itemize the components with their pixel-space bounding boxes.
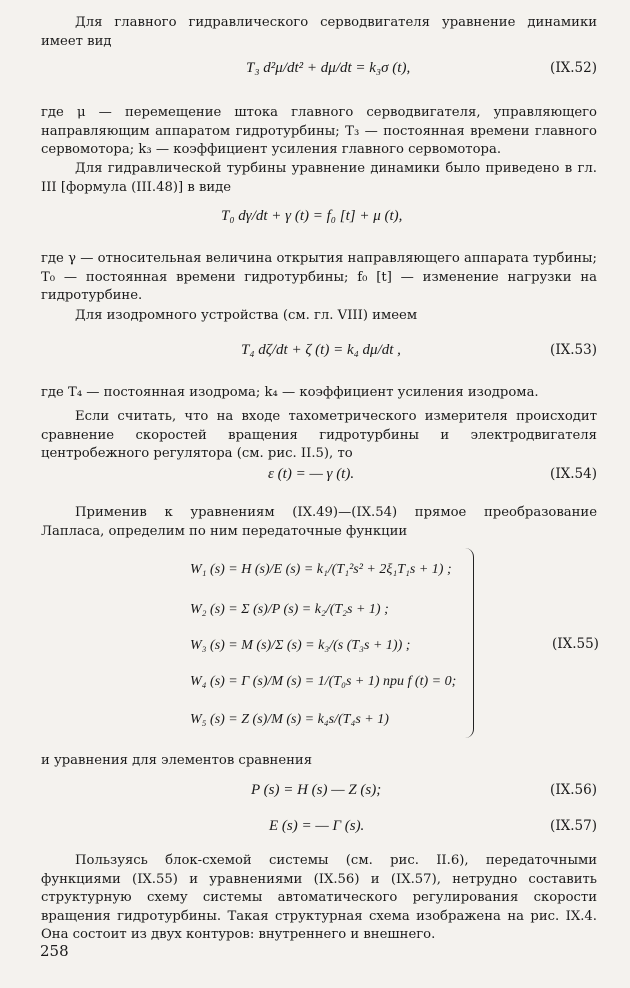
equation-ix57 — [41, 818, 597, 844]
paragraph-isodrome-intro: Для изодромного устройства (см. гл. VIII) имеем — [75, 308, 418, 323]
paragraph-structure-scheme: Пользуясь блок-схемой системы (см. рис. II.6), передаточными функциями (IX.55) и уравнениями (IX.56) и (IX.57), нетрудно составить структурную схему системы автоматического регулирования скорости вращения гидротурбины. Такая структурная схема изображена на рис. IX.4. Она состоит из двух контуров: внутреннего и внешнего. — [41, 853, 597, 943]
equation-ix56 — [41, 782, 597, 808]
equation-ix54 — [41, 466, 597, 492]
paragraph-comparison-elements: и уравнения для элементов сравнения — [41, 753, 313, 768]
paragraph-comparison: Если считать, что на входе тахометрического измерителя происходит сравнение скоростей вращения гидротурбины и электродвигателя центробежного регулятора (см. рис. II.5), то — [41, 409, 597, 462]
paragraph-laplace: Применив к уравнениям (IX.49)—(IX.54) прямое преобразование Лапласа, определим по ним передаточные функции — [41, 505, 597, 539]
paragraph-turbine-definitions: где γ — относительная величина открытия направляющего аппарата турбины; T₀ — постоянная времени гидротурбины; f₀ [t] — изменение нагрузки на гидротурбине. — [41, 251, 597, 304]
paragraph-isodrome-definitions: где T₄ — постоянная изодрома; k₄ — коэффициент усиления изодрома. — [41, 385, 539, 400]
transfer-function-w5: W₅ (s) = Z (s)/M (s) = k₄s/(T₄s + 1) — [190, 712, 389, 727]
equation-ix52-formula: T₃ d²μ/dt² + dμ/dt = k₃σ (t), — [246, 60, 411, 76]
paragraph-servo-definitions: где μ — перемещение штока главного серводвигателя, управляющего направляющим аппаратом гидротурбины; T₃ — постоянная времени главного сервомотора; k₃ — коэффициент усиления главного сервомотора. — [41, 105, 597, 158]
equation-ix52-number: (IX.52) — [550, 60, 597, 76]
equation-ix53 — [41, 342, 597, 368]
equation-turbine — [41, 208, 597, 234]
transfer-function-w4: W₄ (s) = Γ (s)/M (s) = 1/(T₀s + 1) при f (t) = 0; — [190, 674, 457, 689]
equation-ix56-formula: P (s) = H (s) — Z (s); — [251, 782, 382, 798]
page-number: 258 — [40, 942, 69, 960]
equation-turbine-formula: T₀ dγ/dt + γ (t) = f₀ [t] + μ (t), — [221, 208, 403, 224]
equation-ix52 — [41, 60, 597, 86]
equation-ix56-number: (IX.56) — [550, 782, 597, 798]
equation-ix57-number: (IX.57) — [550, 818, 597, 834]
equation-ix54-number: (IX.54) — [550, 466, 597, 482]
transfer-function-w1: W₁ (s) = H (s)/E (s) = k₁/(T₁²s² + 2ξ₁T₁s + 1) ; — [190, 562, 452, 577]
transfer-function-w2: W₂ (s) = Σ (s)/P (s) = k₂/(T₂s + 1) ; — [190, 602, 389, 617]
transfer-function-w3: W₃ (s) = M (s)/Σ (s) = k₃/(s (T₃s + 1)) ; — [190, 638, 411, 653]
equation-ix53-formula: T₄ dζ/dt + ζ (t) = k₄ dμ/dt , — [241, 342, 401, 358]
equation-ix55-number: (IX.55) — [552, 636, 599, 652]
equation-ix57-formula: E (s) = — Γ (s). — [269, 818, 365, 834]
paragraph-turbine-intro: Для гидравлической турбины уравнение динамики было приведено в гл. III [формула (III.48)] в виде — [41, 161, 597, 195]
paragraph-intro: Для главного гидравлического серводвигателя уравнение динамики имеет вид — [41, 15, 597, 49]
system-brace — [465, 548, 474, 738]
equation-ix54-formula: ε (t) = — γ (t). — [268, 466, 355, 482]
equation-ix53-number: (IX.53) — [550, 342, 597, 358]
